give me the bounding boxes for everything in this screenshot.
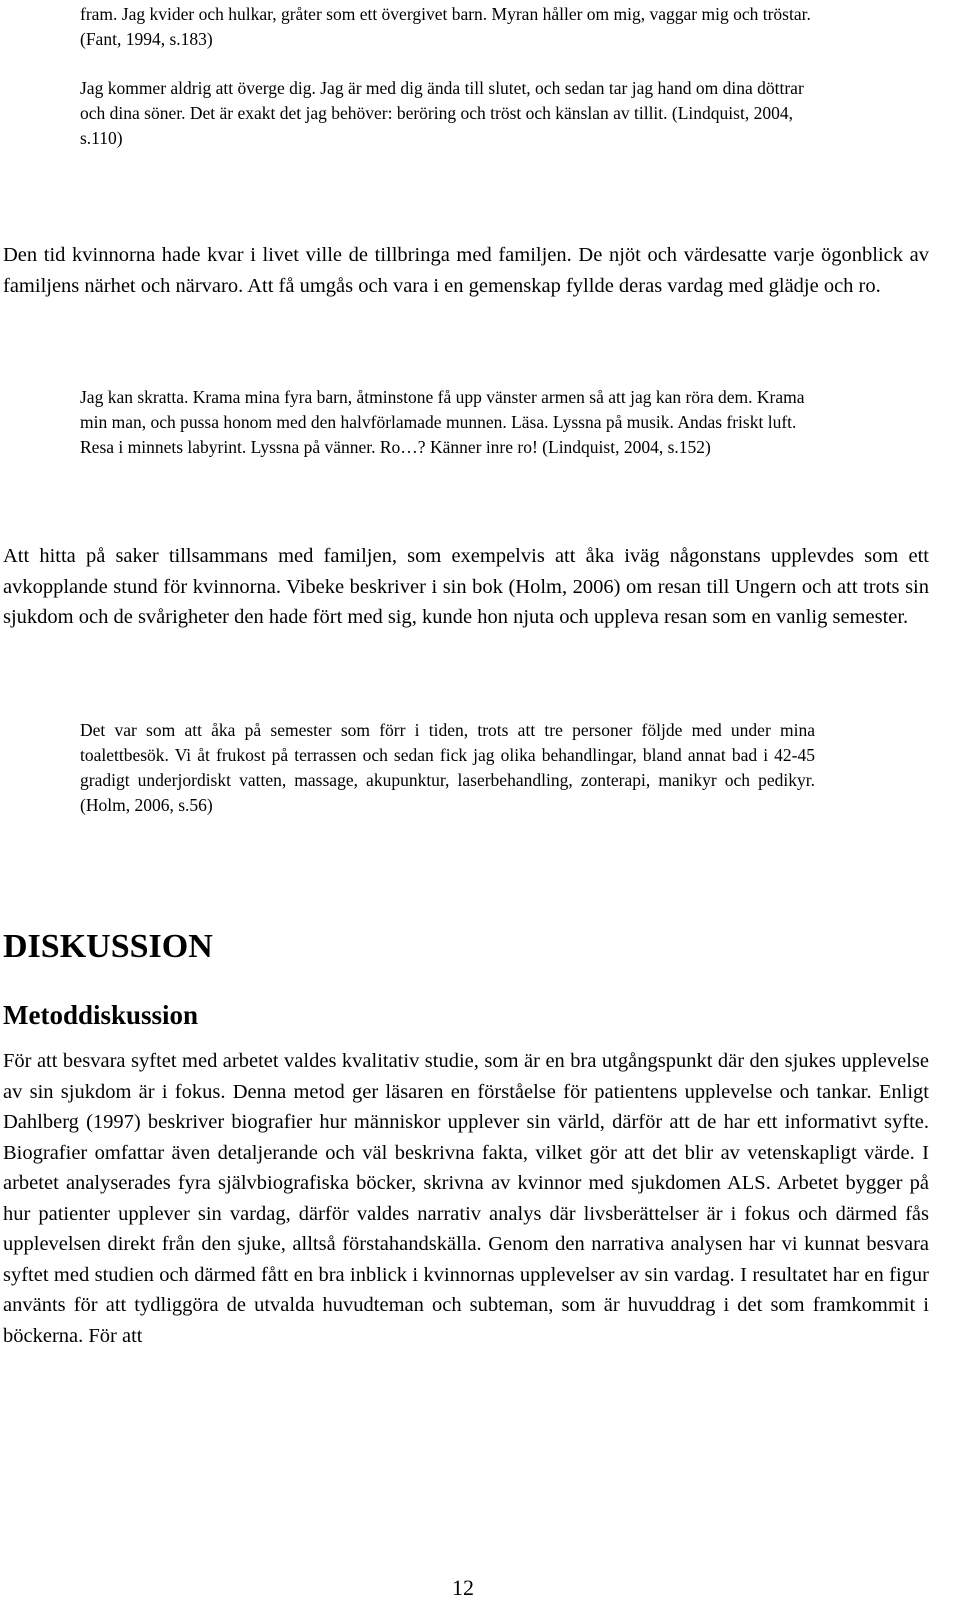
paragraph-method-discussion: För att besvara syftet med arbetet valdes kvalitativ studie, som är en bra utgångspunkt där den sjukes upplevelse av sin sjukdom är i fokus. Denna metod ger läsaren en förståelse för patientens upplevelse och tankar. Enligt Dahlberg (1997) beskriver biografier hur människor upplever sin värld, därför att de har ett informativt syfte. Biografier omfattar även detaljerande och väl beskrivna fakta, vilket gör att det blir av vetenskapligt värde. I arbetet analyserades fyra självbiografiska böcker, skrivna av kvinnor med sjukdomen ALS. Arbetet bygger på hur patienter upplever sin vardag, därför valdes narrativ analys där livsberättelser är i fokus och därmed fås upplevelsen direkt från den sjuke, alltså förstahandskälla. Genom den narrativa analysen har vi kunnat besvara syftet med studien och därmed fått en bra inblick i kvinnornas upplevelser av sin vardag. I resultatet har en figur använts för att tydliggöra de utvalda huvudteman och subteman, som är huvuddrag i det som framkommit i böckerna. För att [3, 1050, 929, 1347]
block-quote-lindquist-110: Jag kommer aldrig att överge dig. Jag är med dig ända till slutet, och sedan tar jag hand om dina döttrar och dina söner. Det är exakt det jag behöver: beröring och tröst och känslan av tillit. (Lindquist, 2004, s.110) [80, 78, 804, 148]
block-quote-lindquist-152: Jag kan skratta. Krama mina fyra barn, åtminstone få upp vänster armen så att jag kan röra dem. Krama min man, och pussa honom med den halvförlamade munnen. Läsa. Lyssna på musik. Andas friskt luft. Resa i minnets labyrint. Lyssna på vänner. Ro…? Känner inre ro! (Lindquist, 2004, s.152) [80, 387, 805, 457]
page-number: 12 [452, 1575, 474, 1600]
block-quote-fant: fram. Jag kvider och hulkar, gråter som ett övergivet barn. Myran håller om mig, vaggar mig och tröstar. (Fant, 1994, s.183) [80, 4, 811, 49]
section-heading: DISKUSSION [3, 928, 213, 965]
subsection-heading: Metoddiskussion [3, 1000, 199, 1030]
paragraph-family-time: Den tid kvinnorna hade kvar i livet ville de tillbringa med familjen. De njöt och värdesatte varje ögonblick av familjens närhet och närvaro. Att få umgås och vara i en gemenskap fyllde deras vardag med glädje och ro. [3, 244, 929, 297]
paragraph-travel: Att hitta på saker tillsammans med familjen, som exempelvis att åka iväg någonstans upplevdes som ett avkopplande stund för kvinnorna. Vibeke beskriver i sin bok (Holm, 2006) om resan till Ungern och att trots sin sjukdom och de svårigheter den hade fört med sig, kunde hon njuta och uppleva resan som en vanlig semester. [3, 545, 929, 628]
block-quote-holm: Det var som att åka på semester som förr i tiden, trots att tre personer följde med under mina toalettbesök. Vi åt frukost på terrassen och sedan fick jag olika behandlingar, bland annat bad i 42-45 gradigt underjordiskt vatten, massage, akupunktur, laserbehandling, zonterapi, manikyr och pedikyr. (Holm, 2006, s.56) [80, 720, 815, 815]
